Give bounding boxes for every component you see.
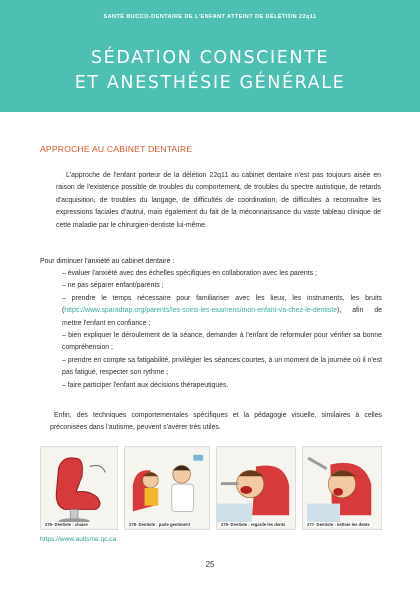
pictogram-strip [40,446,382,530]
pictogram-caption: 279- Dentiste : regarde les dents [221,522,286,527]
list-lead: Pour diminuer l'anxiété au cabinet dentaire : [40,258,175,265]
page-title-line-1: SÉDATION CONSCIENTE [90,48,330,68]
pictogram-dentist-looks [216,446,296,530]
pictogram-dentist-cleans [302,446,382,530]
sparadrap-link[interactable]: https://www.sparadrap.org/parents/les-soins-les-examens/mon-enfant-va-chez-le-dentiste [64,307,337,315]
dental-chair-illustration [41,447,117,529]
list-item: – faire participer l'enfant aux décisions thérapeutiques. [62,381,229,389]
dentist-speaks-illustration [125,447,209,529]
pictogram-dentist-speaks [124,446,210,530]
pictogram-caption: 277- Dentiste : nettoie les dents [307,522,370,527]
page-number: 25 [205,560,215,569]
link-close: ), afin de mettre l'enfant en confiance ; [62,307,382,327]
list-item [62,293,382,330]
closing-paragraph: Enfin, des techniques comportementales spécifiques et la pédagogie visuelle, similaires à celles préconisées dans l'autisme, peuvent s'avérer très utiles. [50,412,382,432]
list-item: – prendre en compte sa fatigabilité, privilégier les séances courtes, à un moment de la journée où il n'est pas fatigué, respecter son rythme ; [62,356,382,377]
running-head: SANTÉ BUCCO-DENTAIRE DE L'ENFANT ATTEINT DE DÉLÉTION 22q11 [103,14,317,20]
list-item: – bien expliquer le déroulement de la séance, demander à l'enfant de reformuler pour vérifier sa bonne compréhension ; [62,332,382,352]
list-item: – ne pas séparer enfant/parents ; [62,282,164,290]
dentist-looks-illustration [217,447,295,529]
pictogram-caption: 278- Dentiste : parle gentiment [129,522,190,527]
section-heading: APPROCHE AU CABINET DENTAIRE [40,144,193,154]
link-open: ( [62,307,65,315]
page-title [0,46,420,96]
list-item-text: – prendre le temps nécessaire pour familiariser avec les lieux, les instruments, les bruits [62,294,382,302]
page-title-line-2: ET ANESTHÉSIE GÉNÉRALE [74,73,346,93]
pictogram-caption: 276- Dentiste : chaise [45,522,88,527]
intro-paragraph: L'approche de l'enfant porteur de la délétion 22q11 au cabinet dentaire n'est pas toujours aisée en raison de l'existence possible de troubles du comportement, de troubles du spectre autistique, de retards d'acquisition, de troubles du langage, de difficultés de coordination, de difficultés à reconnaître les expressions faciales d'autrui, mais également du fait de la méconnaissance du vaste tableau clinique de cette maladie par le chirurgien-dentiste lui-même. [56,172,381,229]
anxiety-tips-list [62,268,382,392]
page-header-band [0,0,420,112]
pictogram-dental-chair [40,446,118,530]
dentist-cleans-illustration [303,447,381,529]
source-link[interactable]: https://www.autisme.qc.ca [40,536,117,543]
list-item: – évaluer l'anxiété avec des échelles spécifiques en collaboration avec les parents ; [62,270,317,277]
